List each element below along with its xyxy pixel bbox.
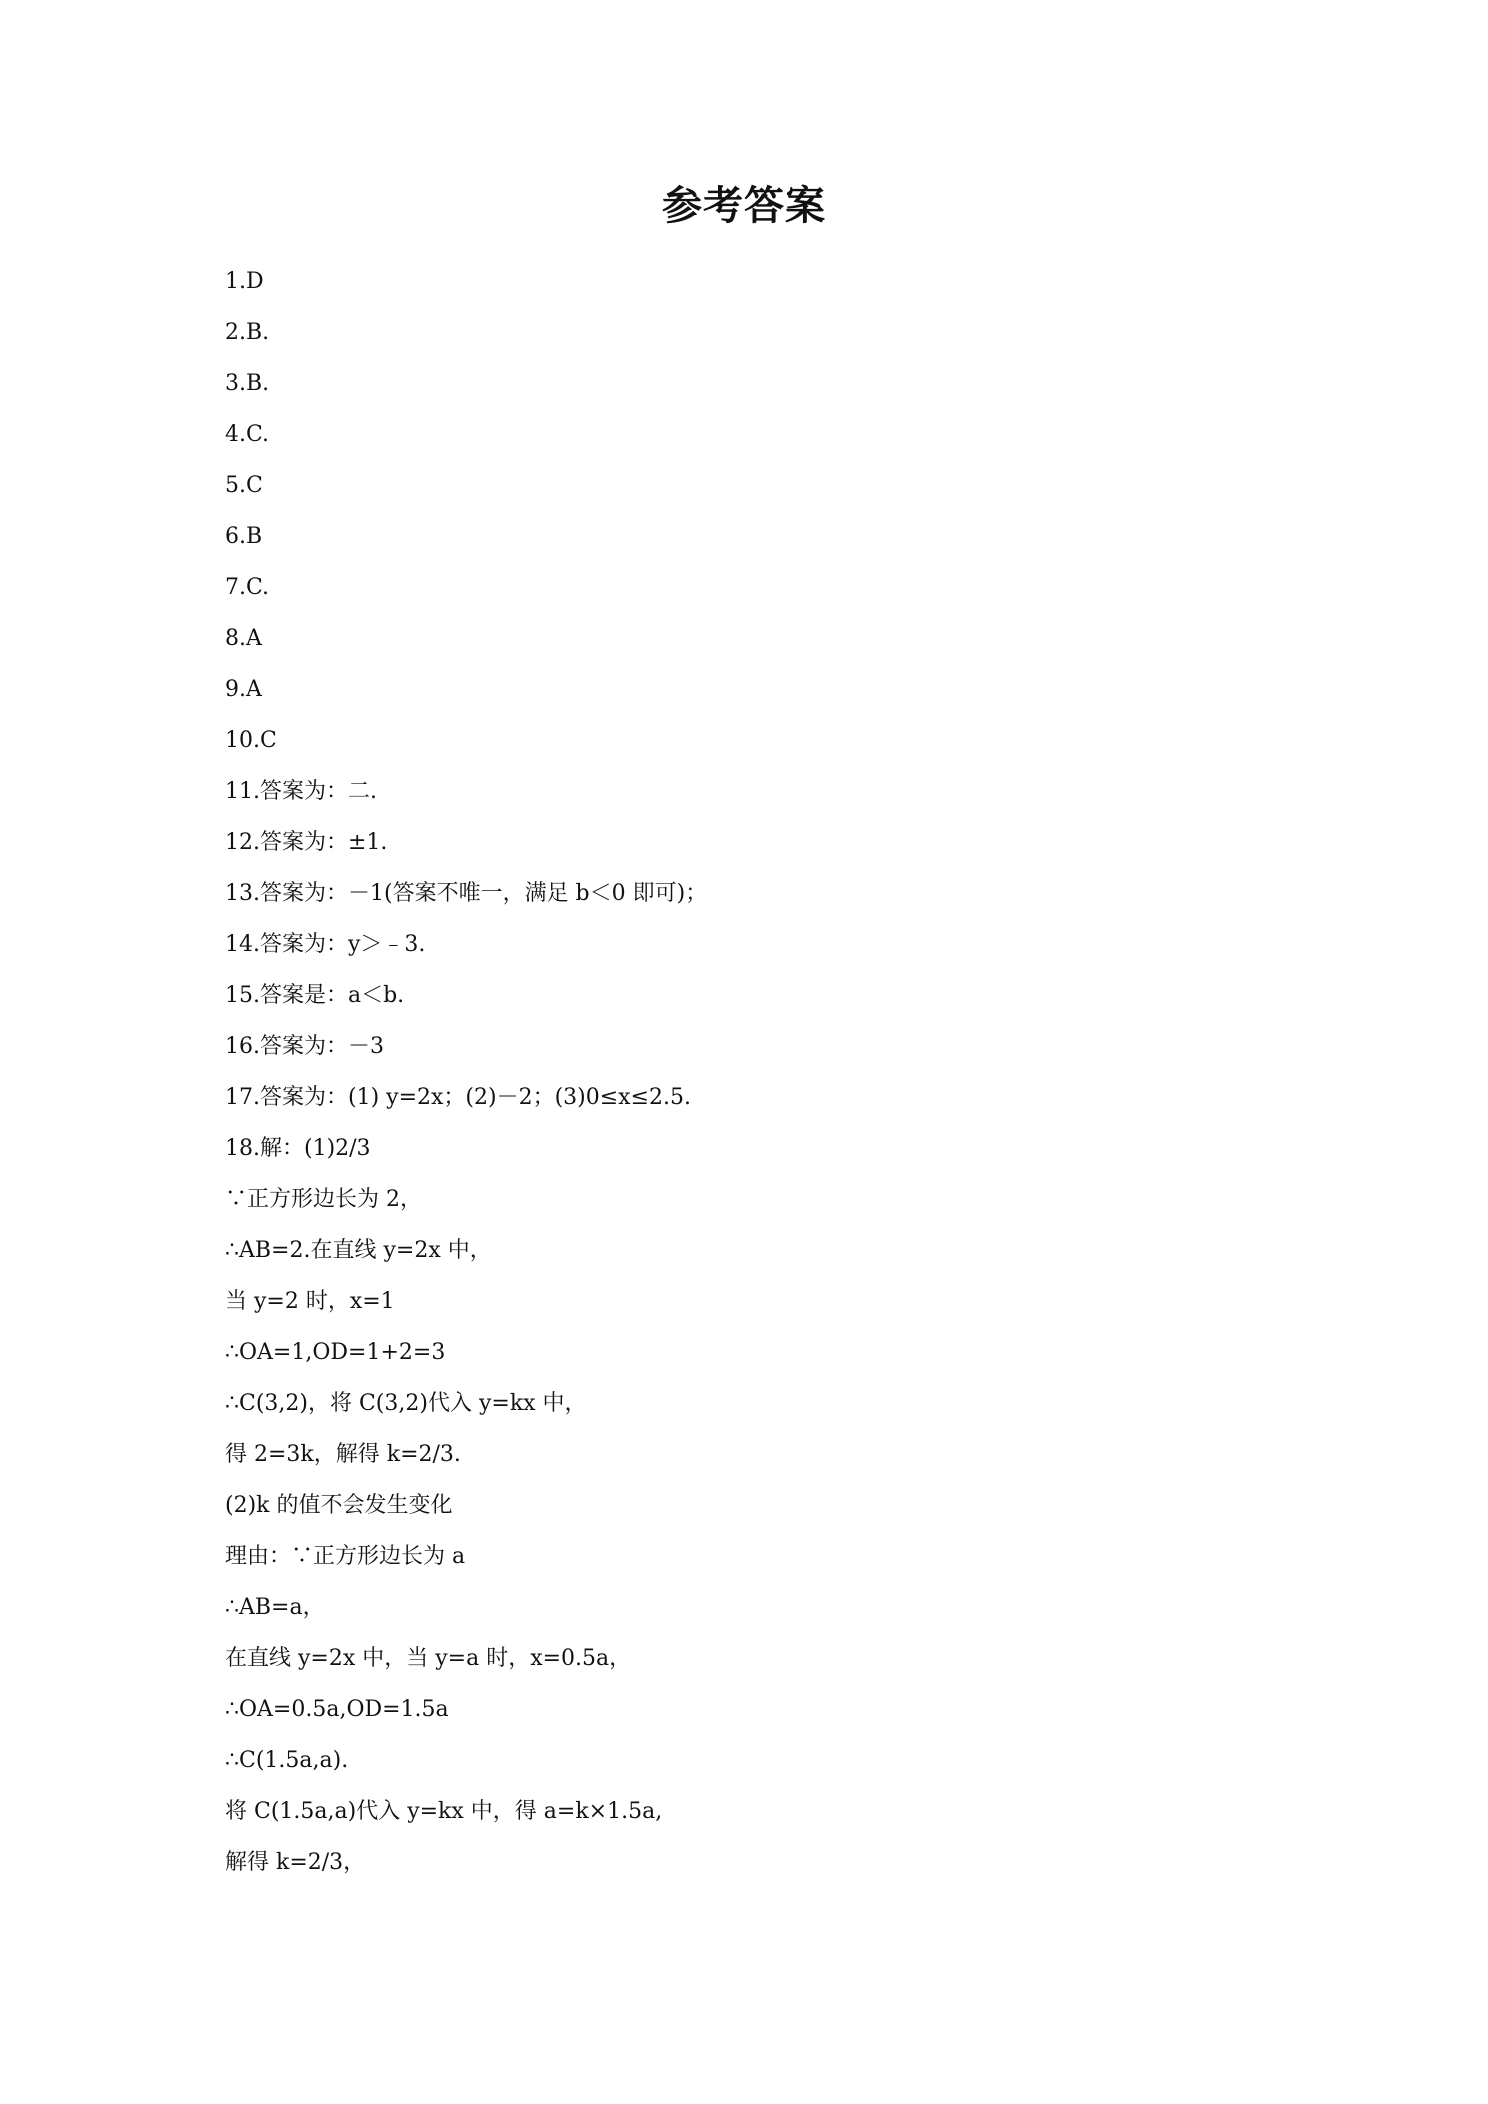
- solution-line: ∴AB=a，: [225, 1595, 325, 1620]
- answer-line: 11.答案为：二.: [225, 779, 377, 804]
- answer-line: 9.A: [225, 677, 262, 702]
- solution-line: 解得 k=2/3，: [225, 1850, 366, 1875]
- answer-line: 3.B.: [225, 371, 270, 396]
- solution-line: 当 y=2 时，x=1: [225, 1289, 395, 1314]
- answer-line: 16.答案为：－3: [225, 1034, 384, 1059]
- answer-line: 17.答案为：(1) y=2x；(2)－2；(3)0≤x≤2.5.: [225, 1085, 691, 1110]
- solution-line: ∴OA=0.5a,OD=1.5a: [225, 1697, 449, 1722]
- answer-line: 12.答案为：±1.: [225, 830, 388, 855]
- solution-line: ∵正方形边长为 2，: [225, 1187, 422, 1212]
- answer-list: [225, 256, 1325, 1888]
- solution-line: 将 C(1.5a,a)代入 y=kx 中，得 a=k×1.5a,: [225, 1799, 663, 1824]
- answer-line: 4.C.: [225, 422, 270, 447]
- answer-line: 1.D: [225, 269, 264, 294]
- answer-line: 5.C: [225, 473, 263, 498]
- solution-line: ∴AB=2.在直线 y=2x 中，: [225, 1238, 492, 1263]
- answer-line: 2.B.: [225, 320, 270, 345]
- page-title: 参考答案: [662, 183, 826, 229]
- answer-line: 10.C: [225, 728, 277, 753]
- solution-line: 在直线 y=2x 中，当 y=a 时，x=0.5a，: [225, 1646, 632, 1671]
- solution-line: ∴C(1.5a,a).: [225, 1748, 349, 1773]
- answer-line: 13.答案为：－1(答案不唯一，满足 b＜0 即可)；: [225, 881, 708, 906]
- answer-line: 8.A: [225, 626, 262, 651]
- answer-line: 18.解：(1)2/3: [225, 1136, 371, 1161]
- answer-line: 14.答案为：y＞﹣3.: [225, 932, 426, 957]
- solution-line: ∴C(3,2)，将 C(3,2)代入 y=kx 中，: [225, 1391, 587, 1416]
- solution-line: 理由：∵正方形边长为 a: [225, 1544, 466, 1569]
- answer-line: 15.答案是：a＜b.: [225, 983, 405, 1008]
- solution-line: ∴OA=1,OD=1+2=3: [225, 1340, 446, 1365]
- solution-line: (2)k 的值不会发生变化: [225, 1493, 453, 1518]
- solution-line: 得 2=3k，解得 k=2/3.: [225, 1442, 461, 1467]
- answer-line: 6.B: [225, 524, 263, 549]
- answer-line: 7.C.: [225, 575, 270, 600]
